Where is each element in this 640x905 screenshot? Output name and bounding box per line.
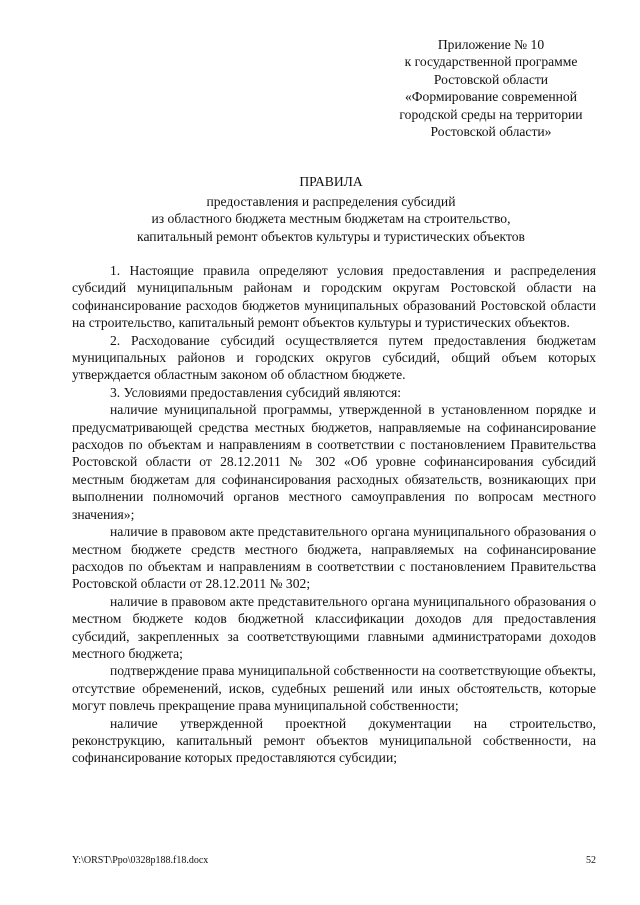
condition-item: подтверждение права муниципальной собственности на соответствующие объекты, отсутствие обременений, исков, судебных решений или иных обстоятельств, которые могут повлечь прекращение права муниципальной собственности; <box>72 663 596 714</box>
page-footer <box>72 855 596 866</box>
condition-item: наличие утвержденной проектной документации на строительство, реконструкцию, капитальный ремонт объектов муниципальной собственности, на софинансирование которых предоставляются субсидии; <box>72 715 596 766</box>
file-path: Y:\ORST\Ppo\0328p188.f18.docx <box>72 855 209 866</box>
appendix-line: городской среды на территории <box>399 106 583 122</box>
appendix-line: Ростовской области <box>433 71 549 87</box>
appendix-header <box>380 36 602 140</box>
paragraph-1: 1. Настоящие правила определяют условия предоставления и распределения субсидий муниципальным районам и городским округам Ростовской области на софинансирование расходов бюджетов муниципальных образований Ростовской области на строительство, капитальный ремонт объектов культуры и туристических объектов. <box>72 263 596 331</box>
title-line: предоставления и распределения субсидий <box>206 193 456 209</box>
appendix-line: Ростовской области» <box>430 124 552 140</box>
title-line: из областного бюджета местным бюджетам на строительство, <box>151 211 511 227</box>
paragraph-2: 2. Расходование субсидий осуществляется путем предоставления бюджетам муниципальных районов и городских округов субсидий, общий объем которых утверждается областным законом об областном бюджете. <box>72 332 596 383</box>
appendix-line: к государственной программе <box>404 54 578 70</box>
appendix-line: «Формирование современной <box>405 89 577 105</box>
title-main: ПРАВИЛА <box>299 174 363 189</box>
appendix-line: Приложение № 10 <box>437 37 545 52</box>
paragraph-3: 3. Условиями предоставления субсидий являются: <box>110 384 402 400</box>
document-body <box>72 262 596 767</box>
condition-item: наличие в правовом акте представительного органа муниципального образования о местном бюджете кодов бюджетной классификации доходов для предоставления субсидий, закрепленных за соответствующими главными администраторами доходов местного бюджета; <box>72 593 596 661</box>
condition-item: наличие в правовом акте представительного органа муниципального образования о местном бюджете средств местного бюджета, направляемых на софинансирование расходов по объектам и направлениям в соответствии с постановлением Правительства Ростовской области от 28.12.2011 № 302; <box>72 524 596 592</box>
page-number: 52 <box>586 855 596 866</box>
condition-item: наличие муниципальной программы, утвержденной в установленном порядке и предусматривающей средства местных бюджетов, направляемые на софинансирование расходов по объектам и направлениям в соответствии с постановлением Правительства Ростовской области от 28.12.2011 № 302 «Об уровне софинансирования субсидий местным бюджетам для софинансирования расходных обязательств, возникающих при выполнении полномочий органов местного самоуправления по вопросам местного значения»; <box>72 402 596 522</box>
title-line: капитальный ремонт объектов культуры и туристических объектов <box>137 228 525 244</box>
document-title <box>80 173 582 245</box>
